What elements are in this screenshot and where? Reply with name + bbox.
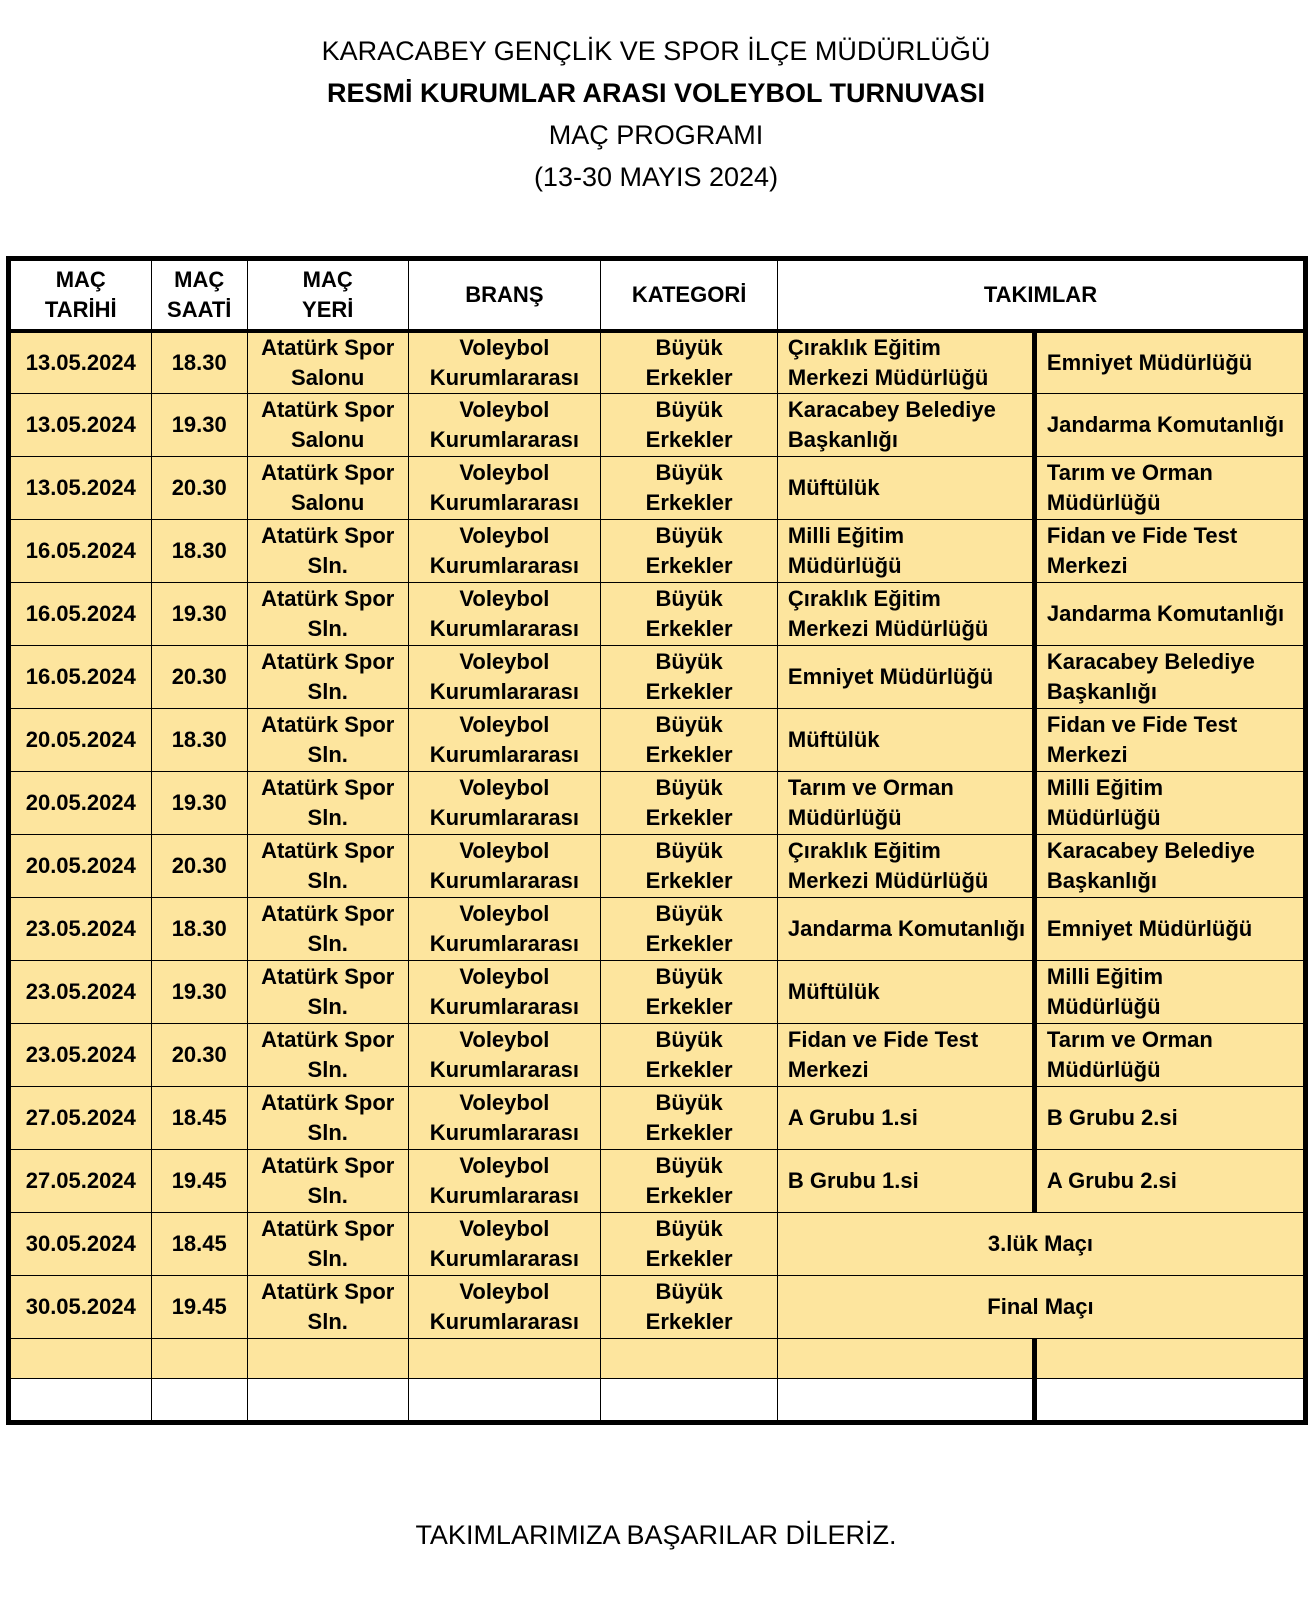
away-team-cell: Jandarma Komutanlığı [1034,583,1305,646]
away-team-cell: Fidan ve Fide Test Merkezi [1034,709,1305,772]
header-date-range: (13-30 MAYIS 2024) [533,162,779,192]
table-row [9,520,1306,583]
match-venue-cell: Atatürk Spor Sln. [247,772,408,835]
match-category-cell: Büyük Erkekler [601,583,778,646]
match-branch-cell: Voleybol Kurumlararası [408,646,601,709]
match-category-cell: Büyük Erkekler [601,646,778,709]
column-header-date: MAÇ TARİHİ [9,259,152,331]
table-row [9,331,1306,394]
match-date-cell: 16.05.2024 [9,646,152,709]
document-header [0,30,1312,198]
match-venue-cell: Atatürk Spor Sln. [247,898,408,961]
match-time-cell: 19.30 [151,961,247,1024]
match-time-cell: 18.30 [151,709,247,772]
away-team-cell: Tarım ve Orman Müdürlüğü [1034,457,1305,520]
home-team-cell: Milli Eğitim Müdürlüğü [777,520,1034,583]
match-stage-cell: 3.lük Maçı [777,1213,1305,1276]
match-time-cell: 19.45 [151,1150,247,1213]
column-header-category: KATEGORİ [601,259,778,331]
match-time-cell: 18.30 [151,520,247,583]
match-branch-cell: Voleybol Kurumlararası [408,1087,601,1150]
match-time-cell: 18.30 [151,898,247,961]
match-category-cell: Büyük Erkekler [601,709,778,772]
match-venue-cell: Atatürk Spor Salonu [247,331,408,394]
away-team-cell: Emniyet Müdürlüğü [1034,331,1305,394]
match-date-cell: 27.05.2024 [9,1087,152,1150]
home-team-cell: Emniyet Müdürlüğü [777,646,1034,709]
home-team-cell: Çıraklık Eğitim Merkezi Müdürlüğü [777,835,1034,898]
match-category-cell: Büyük Erkekler [601,1087,778,1150]
match-venue-cell: Atatürk Spor Sln. [247,583,408,646]
match-date-cell: 20.05.2024 [9,835,152,898]
match-branch-cell: Voleybol Kurumlararası [408,331,601,394]
match-venue-cell: Atatürk Spor Sln. [247,709,408,772]
table-row [9,772,1306,835]
away-team-cell: Milli Eğitim Müdürlüğü [1034,772,1305,835]
match-date-cell: 23.05.2024 [9,961,152,1024]
match-date-cell: 23.05.2024 [9,1024,152,1087]
away-team-cell: Milli Eğitim Müdürlüğü [1034,961,1305,1024]
match-venue-cell: Atatürk Spor Sln. [247,1150,408,1213]
home-team-cell: Müftülük [777,709,1034,772]
match-date-cell: 16.05.2024 [9,583,152,646]
match-category-cell: Büyük Erkekler [601,457,778,520]
away-team-cell: Jandarma Komutanlığı [1034,394,1305,457]
table-row [9,457,1306,520]
match-date-cell: 20.05.2024 [9,709,152,772]
match-category-cell: Büyük Erkekler [601,394,778,457]
table-row [9,1150,1306,1213]
match-venue-cell: Atatürk Spor Sln. [247,520,408,583]
table-row [9,1276,1306,1339]
empty-row [9,1339,1306,1379]
match-venue-cell: Atatürk Spor Sln. [247,646,408,709]
match-time-cell: 19.30 [151,583,247,646]
match-time-cell: 19.30 [151,772,247,835]
match-time-cell: 20.30 [151,457,247,520]
match-category-cell: Büyük Erkekler [601,520,778,583]
match-branch-cell: Voleybol Kurumlararası [408,772,601,835]
away-team-cell: Emniyet Müdürlüğü [1034,898,1305,961]
match-venue-cell: Atatürk Spor Sln. [247,1276,408,1339]
match-category-cell: Büyük Erkekler [601,1150,778,1213]
column-header-venue: MAÇ YERİ [247,259,408,331]
column-header-branch: BRANŞ [408,259,601,331]
column-header-time: MAÇ SAATİ [151,259,247,331]
match-rows [9,331,1306,1423]
match-time-cell: 20.30 [151,646,247,709]
footer-message: TAKIMLARIMIZA BAŞARILAR DİLERİZ. [415,1520,897,1550]
header-program-title: MAÇ PROGRAMI [548,120,764,150]
match-date-cell: 16.05.2024 [9,520,152,583]
home-team-cell: Fidan ve Fide Test Merkezi [777,1024,1034,1087]
match-category-cell: Büyük Erkekler [601,835,778,898]
table-row [9,1087,1306,1150]
table-row [9,835,1306,898]
match-date-cell: 13.05.2024 [9,331,152,394]
away-team-cell: Fidan ve Fide Test Merkezi [1034,520,1305,583]
match-date-cell: 30.05.2024 [9,1213,152,1276]
match-venue-cell: Atatürk Spor Salonu [247,394,408,457]
match-time-cell: 19.30 [151,394,247,457]
match-date-cell: 20.05.2024 [9,772,152,835]
match-stage-cell: Final Maçı [777,1276,1305,1339]
away-team-cell: Karacabey Belediye Başkanlığı [1034,646,1305,709]
match-category-cell: Büyük Erkekler [601,898,778,961]
match-time-cell: 18.45 [151,1213,247,1276]
match-venue-cell: Atatürk Spor Sln. [247,1213,408,1276]
empty-row [9,1379,1306,1423]
match-time-cell: 20.30 [151,835,247,898]
match-venue-cell: Atatürk Spor Sln. [247,1024,408,1087]
match-category-cell: Büyük Erkekler [601,961,778,1024]
table-row [9,709,1306,772]
match-branch-cell: Voleybol Kurumlararası [408,394,601,457]
header-tournament-title: RESMİ KURUMLAR ARASI VOLEYBOL TURNUVASI [326,78,986,108]
match-date-cell: 23.05.2024 [9,898,152,961]
away-team-cell: B Grubu 2.si [1034,1087,1305,1150]
match-category-cell: Büyük Erkekler [601,331,778,394]
match-category-cell: Büyük Erkekler [601,1276,778,1339]
match-time-cell: 19.45 [151,1276,247,1339]
home-team-cell: Çıraklık Eğitim Merkezi Müdürlüğü [777,583,1034,646]
match-branch-cell: Voleybol Kurumlararası [408,1150,601,1213]
match-branch-cell: Voleybol Kurumlararası [408,520,601,583]
match-branch-cell: Voleybol Kurumlararası [408,1213,601,1276]
table-row [9,646,1306,709]
match-schedule-table [6,256,1308,1425]
match-time-cell: 18.30 [151,331,247,394]
match-branch-cell: Voleybol Kurumlararası [408,898,601,961]
home-team-cell: B Grubu 1.si [777,1150,1034,1213]
match-category-cell: Büyük Erkekler [601,772,778,835]
away-team-cell: A Grubu 2.si [1034,1150,1305,1213]
match-branch-cell: Voleybol Kurumlararası [408,583,601,646]
match-date-cell: 13.05.2024 [9,394,152,457]
match-venue-cell: Atatürk Spor Salonu [247,457,408,520]
home-team-cell: Müftülük [777,457,1034,520]
table-row [9,1213,1306,1276]
away-team-cell: Karacabey Belediye Başkanlığı [1034,835,1305,898]
match-venue-cell: Atatürk Spor Sln. [247,1087,408,1150]
match-date-cell: 13.05.2024 [9,457,152,520]
match-branch-cell: Voleybol Kurumlararası [408,961,601,1024]
home-team-cell: Tarım ve Orman Müdürlüğü [777,772,1034,835]
table-row [9,898,1306,961]
match-category-cell: Büyük Erkekler [601,1024,778,1087]
match-branch-cell: Voleybol Kurumlararası [408,1024,601,1087]
match-branch-cell: Voleybol Kurumlararası [408,1276,601,1339]
match-venue-cell: Atatürk Spor Sln. [247,835,408,898]
home-team-cell: Çıraklık Eğitim Merkezi Müdürlüğü [777,331,1034,394]
home-team-cell: Jandarma Komutanlığı [777,898,1034,961]
home-team-cell: Müftülük [777,961,1034,1024]
match-category-cell: Büyük Erkekler [601,1213,778,1276]
column-header-teams: TAKIMLAR [777,259,1305,331]
match-date-cell: 27.05.2024 [9,1150,152,1213]
match-branch-cell: Voleybol Kurumlararası [408,709,601,772]
match-time-cell: 18.45 [151,1087,247,1150]
match-date-cell: 30.05.2024 [9,1276,152,1339]
match-time-cell: 20.30 [151,1024,247,1087]
match-branch-cell: Voleybol Kurumlararası [408,835,601,898]
table-row [9,583,1306,646]
table-header-row [9,259,1306,331]
match-branch-cell: Voleybol Kurumlararası [408,457,601,520]
table-row [9,394,1306,457]
home-team-cell: A Grubu 1.si [777,1087,1034,1150]
table-row [9,1024,1306,1087]
header-directorate: KARACABEY GENÇLİK VE SPOR İLÇE MÜDÜRLÜĞÜ [321,36,991,66]
match-venue-cell: Atatürk Spor Sln. [247,961,408,1024]
away-team-cell: Tarım ve Orman Müdürlüğü [1034,1024,1305,1087]
table-row [9,961,1306,1024]
home-team-cell: Karacabey Belediye Başkanlığı [777,394,1034,457]
